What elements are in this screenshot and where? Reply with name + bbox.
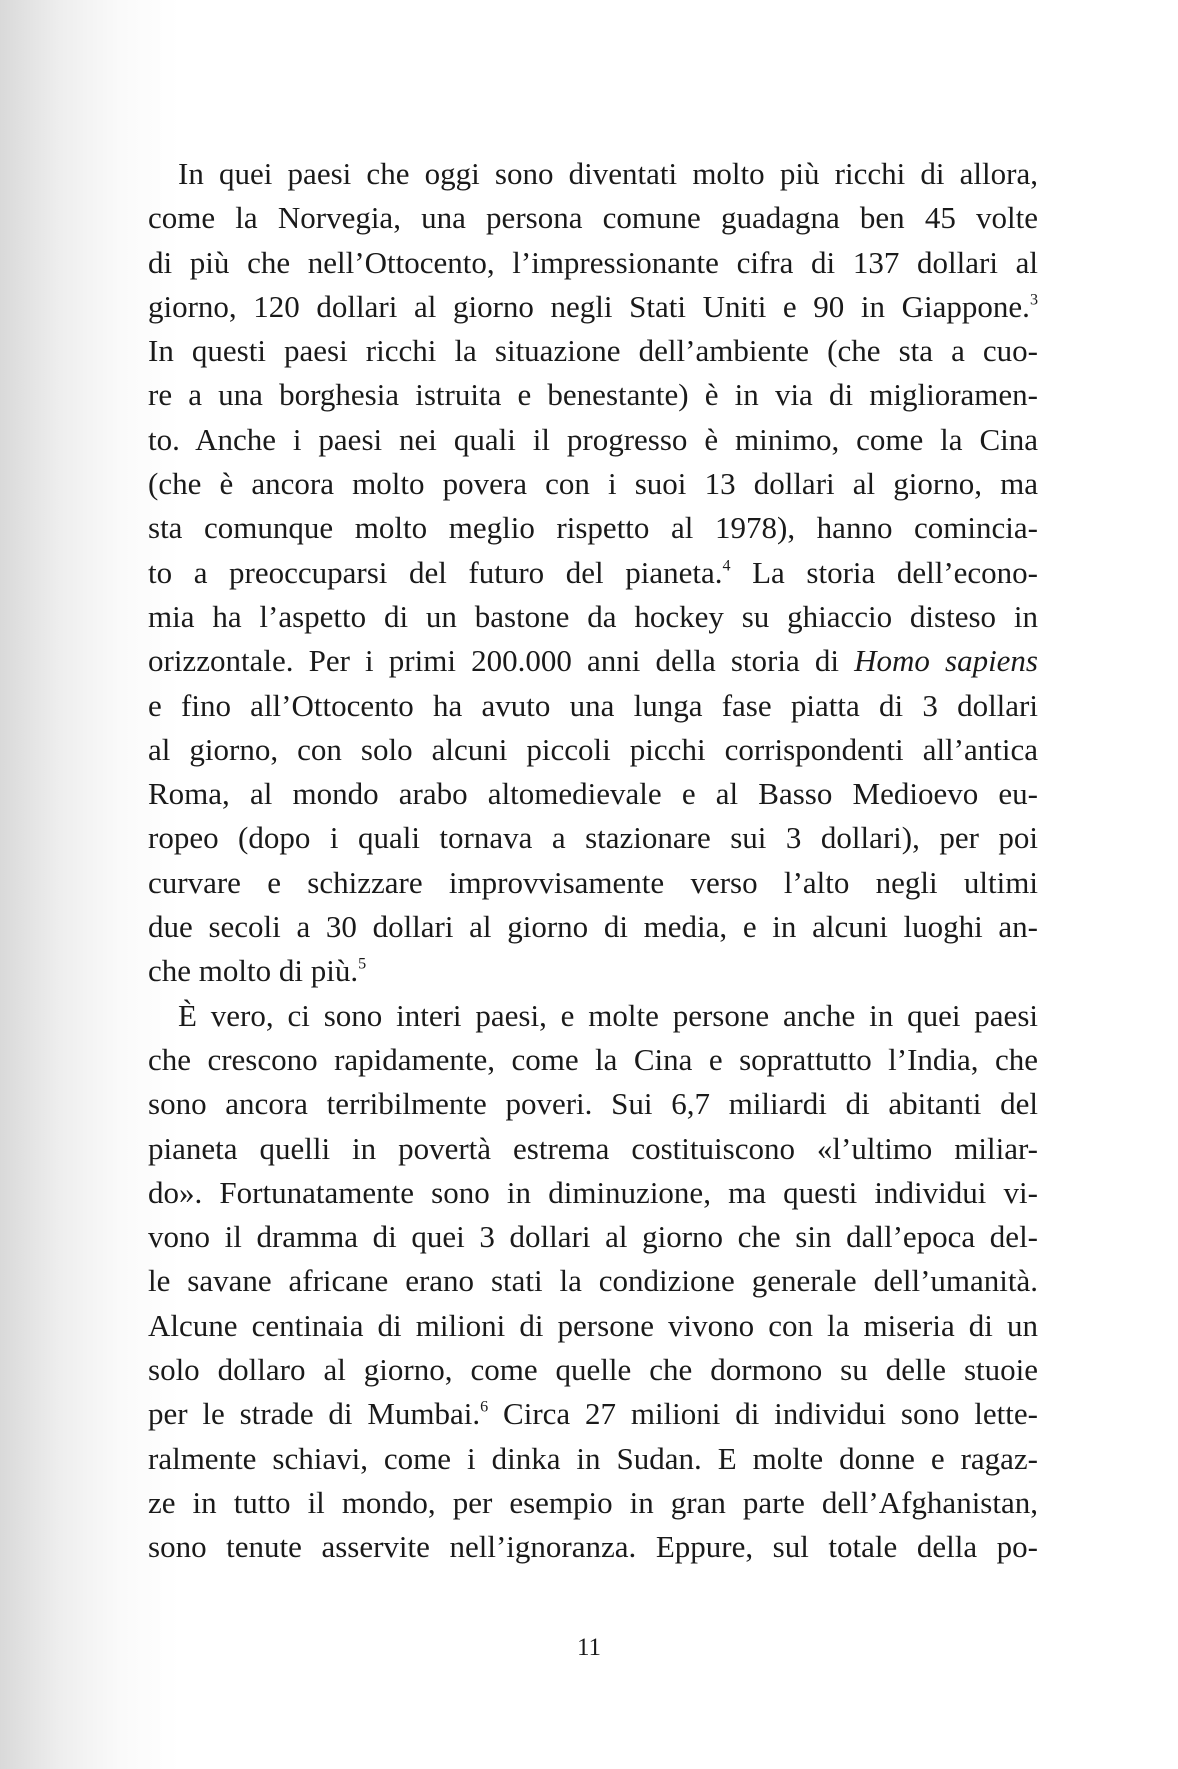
text-line bbox=[148, 728, 1038, 772]
text-line bbox=[148, 905, 1038, 949]
text-segment: In questi paesi ricchi la situazione dell’ambiente (che sta a cuo- bbox=[148, 333, 1038, 369]
text-segment: La storia dell’econo- bbox=[730, 554, 1038, 590]
text-segment: Roma, al mondo arabo altomedievale e al Basso Medioevo eu- bbox=[148, 776, 1038, 812]
text-line bbox=[148, 1171, 1038, 1215]
text-line bbox=[148, 1259, 1038, 1303]
footnote-marker: 6 bbox=[480, 1398, 489, 1416]
text-segment: al giorno, con solo alcuni piccoli picchi corrispondenti all’antica bbox=[148, 731, 1038, 767]
text-line bbox=[148, 418, 1038, 462]
text-line bbox=[148, 772, 1038, 816]
text-line bbox=[148, 241, 1038, 285]
text-segment: curvare e schizzare improvvisamente verso l’alto negli ultimi bbox=[148, 864, 1038, 900]
page-number: 11 bbox=[576, 1634, 602, 1661]
text-segment: ralmente schiavi, come i dinka in Sudan. E molte donne e ragaz- bbox=[148, 1440, 1038, 1476]
text-segment: È vero, ci sono interi paesi, e molte persone anche in quei paesi bbox=[178, 997, 1038, 1033]
text-line bbox=[148, 861, 1038, 905]
text-line bbox=[148, 1525, 1038, 1569]
text-line bbox=[148, 551, 1038, 595]
text-line bbox=[148, 1127, 1038, 1171]
text-line bbox=[148, 1038, 1038, 1082]
footnote-marker: 3 bbox=[1029, 291, 1038, 309]
text-line bbox=[148, 285, 1038, 329]
text-segment: (che è ancora molto povera con i suoi 13 dollari al giorno, ma bbox=[148, 466, 1038, 502]
text-segment: solo dollaro al giorno, come quelle che dormono su delle stuoie bbox=[148, 1352, 1038, 1388]
text-segment: Circa 27 milioni di individui sono lette- bbox=[488, 1396, 1038, 1432]
text-line bbox=[148, 949, 1038, 993]
text-segment: ropeo (dopo i quali tornava a stazionare sui 3 dollari), per poi bbox=[148, 820, 1038, 856]
text-line bbox=[148, 1082, 1038, 1126]
text-segment: re a una borghesia istruita e benestante) è in via di miglioramen- bbox=[148, 377, 1038, 413]
text-segment: due secoli a 30 dollari al giorno di media, e in alcuni luoghi an- bbox=[148, 909, 1038, 945]
text-line bbox=[148, 639, 1038, 683]
text-segment: come la Norvegia, una persona comune guadagna ben 45 volte bbox=[148, 200, 1038, 236]
text-segment: che molto di più. bbox=[148, 953, 359, 989]
text-segment: mia ha l’aspetto di un bastone da hockey su ghiaccio disteso in bbox=[148, 598, 1038, 634]
text-line bbox=[148, 1304, 1038, 1348]
text-line bbox=[148, 684, 1038, 728]
text-segment: sono ancora terribilmente poveri. Sui 6,7 miliardi di abitanti del bbox=[148, 1086, 1038, 1122]
text-line bbox=[148, 152, 1038, 196]
text-segment: che crescono rapidamente, come la Cina e soprattutto l’India, che bbox=[148, 1041, 1038, 1077]
text-line bbox=[148, 1437, 1038, 1481]
italic-term: Homo sapiens bbox=[854, 643, 1038, 679]
text-segment: le savane africane erano stati la condizione generale dell’umanità. bbox=[148, 1263, 1038, 1299]
text-segment: pianeta quelli in povertà estrema costituiscono «l’ultimo miliar- bbox=[148, 1130, 1038, 1166]
text-segment: di più che nell’Ottocento, l’impressionante cifra di 137 dollari al bbox=[148, 244, 1038, 280]
text-line bbox=[148, 462, 1038, 506]
text-segment: e fino all’Ottocento ha avuto una lunga fase piatta di 3 dollari bbox=[148, 687, 1038, 723]
text-segment: In quei paesi che oggi sono diventati molto più ricchi di allora, bbox=[178, 156, 1038, 191]
text-line bbox=[148, 816, 1038, 860]
text-line bbox=[148, 1481, 1038, 1525]
text-line bbox=[148, 1348, 1038, 1392]
text-segment: giorno, 120 dollari al giorno negli Stati Uniti e 90 in Giappone. bbox=[148, 288, 1030, 324]
text-line bbox=[148, 1392, 1038, 1436]
text-line bbox=[148, 373, 1038, 417]
text-segment: sono tenute asservite nell’ignoranza. Eppure, sul totale della po- bbox=[148, 1529, 1038, 1565]
text-line bbox=[148, 1215, 1038, 1259]
text-segment: Alcune centinaia di milioni di persone vivono con la miseria di un bbox=[148, 1307, 1038, 1343]
text-segment: to a preoccuparsi del futuro del pianeta. bbox=[148, 554, 723, 590]
body-text bbox=[148, 152, 1038, 1570]
text-line bbox=[148, 595, 1038, 639]
footnote-marker: 5 bbox=[358, 955, 367, 973]
text-segment: orizzontale. Per i primi 200.000 anni della storia di bbox=[148, 643, 855, 679]
text-segment: do». Fortunatamente sono in diminuzione, ma questi individui vi- bbox=[148, 1174, 1038, 1210]
text-line bbox=[148, 196, 1038, 240]
text-segment: vono il dramma di quei 3 dollari al giorno che sin dall’epoca del- bbox=[148, 1219, 1038, 1255]
text-segment: ze in tutto il mondo, per esempio in gran parte dell’Afghanistan, bbox=[148, 1484, 1038, 1520]
text-segment: sta comunque molto meglio rispetto al 1978), hanno comincia- bbox=[148, 510, 1038, 546]
text-segment: per le strade di Mumbai. bbox=[148, 1396, 481, 1432]
footnote-marker: 4 bbox=[722, 557, 731, 575]
text-line bbox=[148, 994, 1038, 1038]
text-segment: to. Anche i paesi nei quali il progresso è minimo, come la Cina bbox=[148, 421, 1038, 457]
text-line bbox=[148, 329, 1038, 373]
text-line bbox=[148, 506, 1038, 550]
